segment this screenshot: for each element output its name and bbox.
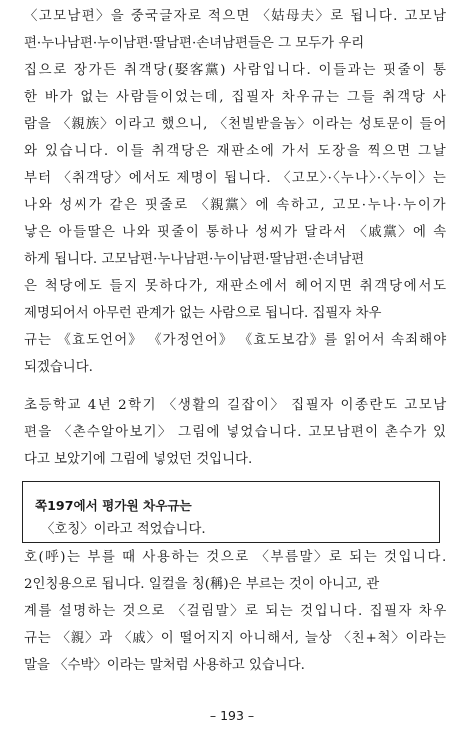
- paragraph-1-line: 하게 됩니다. 고모남편·누나남편·누이남편·딸남편·손녀남편: [24, 252, 365, 267]
- paragraph-2-line: 다고 보았기에 그림에 넣었던 것입니다.: [24, 452, 253, 467]
- paragraph-1-line: 부터 〈취객당〉에서도 제명이 됩니다. 〈고모〉·〈누나〉·〈누이〉는: [24, 171, 447, 186]
- paragraph-1-line: 한 바가 없는 사람들이었는데, 집필자 차우규는 그들 취객당 사: [24, 90, 448, 105]
- paragraph-3-line: 규는 〈親〉과 〈戚〉이 떨어지지 아니해서, 늘상 〈친+척〉이라는: [24, 631, 447, 646]
- paragraph-1-line: 제명되어서 아무런 관계가 없는 사람으로 됩니다. 집필자 차우: [24, 306, 382, 321]
- paragraph-1-line: 람을 〈親族〉이라고 했으니, 〈천빌받을놈〉이라는 성토문이 들어: [24, 117, 448, 132]
- paragraph-1-line: 집으로 장가든 취객당(娶客黨) 사람입니다. 이들과는 핏줄이 통: [24, 63, 448, 78]
- paragraph-1-line: 낳은 아들딸은 나와 핏줄이 통하나 성씨가 달라서 〈戚黨〉에 속: [24, 225, 448, 240]
- paragraph-1-line: 되겠습니다.: [24, 360, 93, 375]
- note-box-text: 〈호칭〉이라고 적었습니다.: [41, 522, 206, 537]
- paragraph-2-line: 편을 〈촌수알아보기〉 그림에 넣었습니다. 고모남편이 촌수가 있: [24, 425, 448, 440]
- paragraph-1-line: 편·누나남편·누이남편·딸남편·손녀남편들은 그 모두가 우리: [24, 36, 365, 51]
- note-box: [22, 481, 440, 543]
- paragraph-3-line: 호(呼)는 부를 때 사용하는 것으로 〈부름말〉로 되는 것입니다.: [24, 550, 448, 565]
- paragraph-1-line: 와 있습니다. 이들 취객당은 재판소에 가서 도장을 찍으면 그날: [24, 144, 448, 159]
- paragraph-1-line: 나와 성씨가 같은 핏줄로 〈親黨〉에 속하고, 고모·누나·누이가: [24, 198, 448, 213]
- paragraph-2-line: 초등학교 4년 2학기 〈생활의 길잡이〉 집필자 이종란도 고모남: [24, 398, 448, 413]
- paragraph-3-line: 말을 〈수박〉이라는 말처럼 사용하고 있습니다.: [24, 658, 305, 673]
- paragraph-3-line: 2인칭용으로 됩니다. 일컬을 칭(稱)은 부르는 것이 아니고, 관: [24, 577, 380, 592]
- paragraph-1-line: 〈고모남편〉을 중국글자로 적으면 〈姑母夫〉로 됩니다. 고모남: [24, 9, 448, 24]
- paragraph-1-line: 규는 《효도언어》 《가정언어》 《효도보감》를 읽어서 속죄해야: [24, 333, 448, 348]
- page-number: – 193 –: [209, 708, 255, 723]
- note-box-title: 쪽197에서 평가원 차우규는: [35, 498, 192, 513]
- paragraph-1-line: 은 척당에도 들지 못하다가, 재판소에서 헤어지면 취객당에서도: [24, 279, 448, 294]
- paragraph-3-line: 계를 설명하는 것으로 〈걸림말〉로 되는 것입니다. 집필자 차우: [24, 604, 448, 619]
